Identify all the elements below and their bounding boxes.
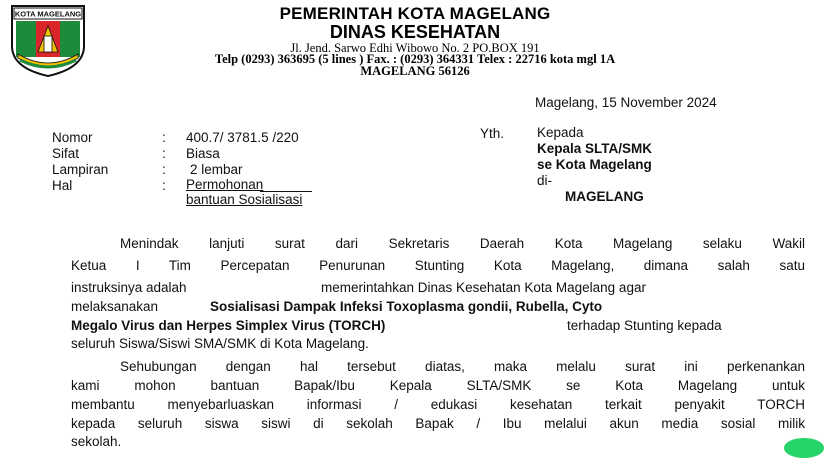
p1-line1: Menindak lanjuti surat dari Sekretaris Daerah Kota Magelang selaku Wakil <box>120 236 805 251</box>
p2-line3: membantu menyebarluaskan informasi / edukasi kesehatan terkait penyakit TORCH <box>71 397 805 412</box>
yth-label: Yth. <box>480 126 505 141</box>
p1-line2: Ketua I Tim Percepatan Penurunan Stunting Kota Magelang, dimana salah satu <box>71 258 805 273</box>
sifat-value: Biasa <box>186 146 220 161</box>
letter-date: Magelang, 15 November 2024 <box>535 95 717 110</box>
government-name: PEMERINTAH KOTA MAGELANG <box>279 4 551 23</box>
p1-line5-bold: Megalo Virus dan Herpes Simplex Virus (TORCH) <box>71 318 386 333</box>
office-contact: Telp (0293) 363695 (5 lines ) Fax. : (0293) 364331 Telex : 22716 kota mgl 1A <box>214 52 616 66</box>
recipient-line2: se Kota Magelang <box>537 157 652 172</box>
whatsapp-icon[interactable] <box>784 438 824 458</box>
p2-line4: kepada seluruh siswa siswi di sekolah Bapak / Ibu melalui akun media sosial milik <box>71 416 805 431</box>
lampiran-label: Lampiran <box>52 162 109 177</box>
p1-line3-start: instruksinya adalah <box>71 280 187 295</box>
hal-value-line1: Permohonan <box>186 177 264 192</box>
office-city-code: MAGELANG 56126 <box>360 64 470 78</box>
lampiran-colon: : <box>162 162 166 177</box>
recipient-line1: Kepala SLTA/SMK <box>537 141 653 156</box>
office-address: Jl. Jend. Sarwo Edhi Wibowo No. 2 PO.BOX 191 <box>290 41 540 55</box>
hal-colon: : <box>162 178 166 193</box>
kepada-label: Kepada <box>537 125 584 140</box>
nomor-label: Nomor <box>52 130 93 145</box>
hal-value-line2: bantuan Sosialisasi <box>186 192 303 207</box>
nomor-colon: : <box>162 130 166 145</box>
p1-line6: seluruh Siswa/Siswi SMA/SMK di Kota Magelang. <box>71 336 369 351</box>
sifat-colon: : <box>162 146 166 161</box>
p1-line3-end: memerintahkan Dinas Kesehatan Kota Magelang agar <box>321 280 646 295</box>
p2-line5: sekolah. <box>71 434 122 449</box>
p2-line2: kami mohon bantuan Bapak/Ibu Kepala SLTA/SMK se Kota Magelang untuk <box>71 378 805 393</box>
p1-line4-start: melaksanakan <box>71 299 159 314</box>
department-name: DINAS KESEHATAN <box>329 22 501 42</box>
lampiran-value: 2 lembar <box>190 162 243 177</box>
p2-line1: Sehubungan dengan hal tersebut diatas, maka melalu surat ini perkenankan <box>120 359 805 374</box>
sifat-label: Sifat <box>52 146 80 161</box>
hal-label: Hal <box>52 178 73 193</box>
nomor-value: 400.7/ 3781.5 /220 <box>186 130 299 145</box>
recipient-city: MAGELANG <box>565 189 644 204</box>
p1-line5-end: terhadap Stunting kepada <box>567 318 722 333</box>
emblem-text: KOTA MAGELANG <box>14 9 82 19</box>
di-label: di- <box>537 173 553 188</box>
p1-line4-bold: Sosialisasi Dampak Infeksi Toxoplasma gondii, Rubella, Cyto <box>210 299 603 314</box>
city-emblem-icon <box>6 2 90 78</box>
